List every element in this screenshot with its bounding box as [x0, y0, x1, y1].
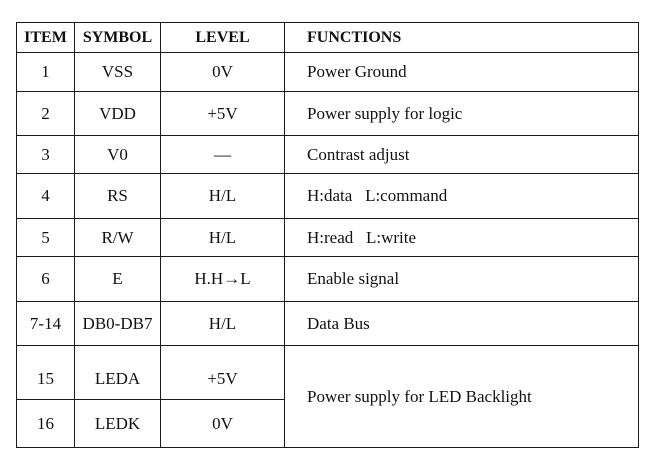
item-cell: 7-14 — [17, 302, 75, 346]
table-row — [17, 346, 639, 400]
level-cell: H/L — [161, 219, 285, 257]
level-cell: H/L — [161, 174, 285, 219]
level-cell: H.H→L — [161, 257, 285, 302]
level-cell: 0V — [161, 53, 285, 92]
function-cell: H:data L:command — [285, 174, 639, 219]
function-cell: Power Ground — [285, 53, 639, 92]
level-text: +5V — [207, 368, 238, 388]
function-cell: H:read L:write — [285, 219, 639, 257]
symbol-cell — [75, 346, 161, 400]
table-row — [17, 302, 639, 346]
level-cell: H/L — [161, 302, 285, 346]
function-cell: Contrast adjust — [285, 136, 639, 174]
level-cell: — — [161, 136, 285, 174]
header-functions: FUNCTIONS — [285, 23, 639, 53]
table-row — [17, 92, 639, 136]
table-row — [17, 219, 639, 257]
item-text: 15 — [37, 368, 54, 388]
symbol-cell: E — [75, 257, 161, 302]
level-cell: 0V — [161, 400, 285, 448]
table-row — [17, 136, 639, 174]
table-row — [17, 53, 639, 92]
header-symbol: SYMBOL — [75, 23, 161, 53]
item-cell: 1 — [17, 53, 75, 92]
symbol-cell: DB0-DB7 — [75, 302, 161, 346]
function-cell: Power supply for LED Backlight — [285, 346, 639, 448]
item-cell: 16 — [17, 400, 75, 448]
symbol-cell: VDD — [75, 92, 161, 136]
function-cell: Enable signal — [285, 257, 639, 302]
item-cell: 5 — [17, 219, 75, 257]
item-cell: 6 — [17, 257, 75, 302]
header-level: LEVEL — [161, 23, 285, 53]
level-cell: +5V — [161, 92, 285, 136]
level-cell — [161, 346, 285, 400]
item-cell: 4 — [17, 174, 75, 219]
table-row — [17, 257, 639, 302]
symbol-text: LEDA — [94, 368, 141, 388]
header-item: ITEM — [17, 23, 75, 53]
table-row — [17, 174, 639, 219]
item-cell: 2 — [17, 92, 75, 136]
symbol-cell: RS — [75, 174, 161, 219]
item-cell — [17, 346, 75, 400]
function-cell: Power supply for logic — [285, 92, 639, 136]
symbol-cell: LEDK — [75, 400, 161, 448]
function-cell: Data Bus — [285, 302, 639, 346]
symbol-cell: VSS — [75, 53, 161, 92]
symbol-cell: R/W — [75, 219, 161, 257]
pin-table — [16, 22, 639, 448]
item-cell: 3 — [17, 136, 75, 174]
header-row — [17, 23, 639, 53]
symbol-cell: V0 — [75, 136, 161, 174]
